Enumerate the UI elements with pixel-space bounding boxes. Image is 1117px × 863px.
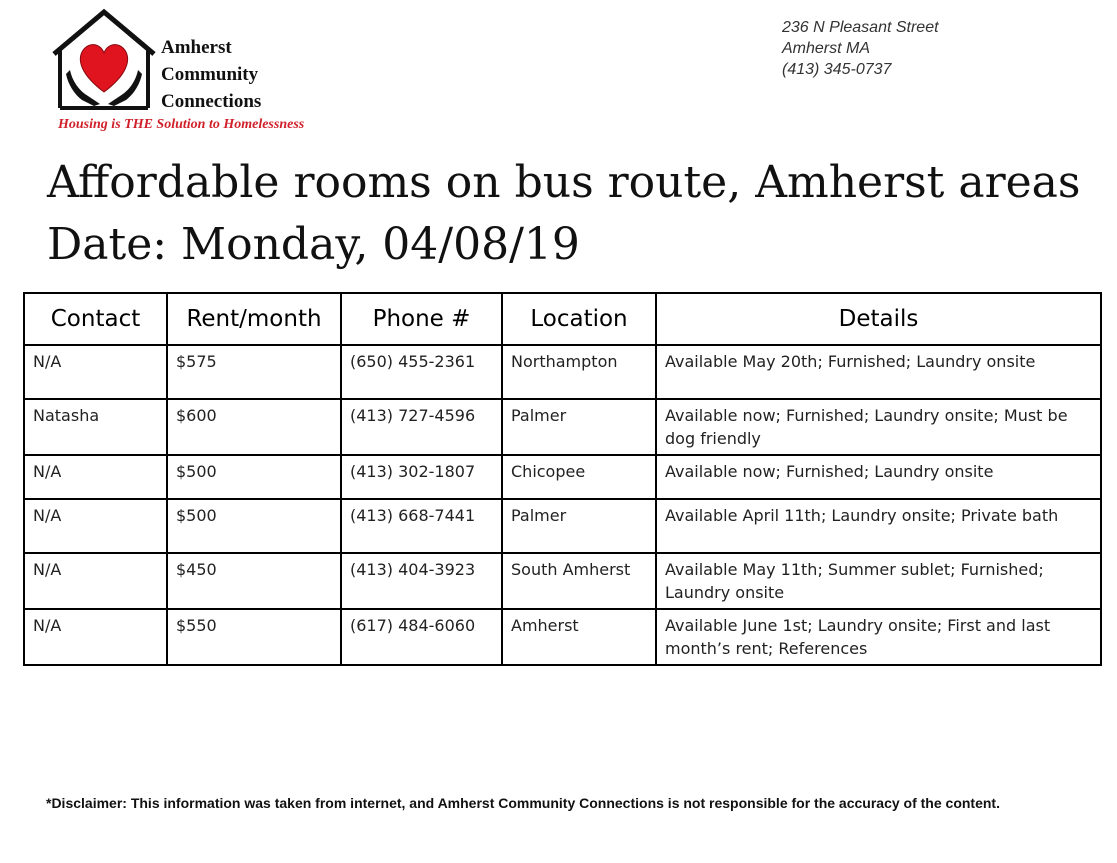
- org-name-line: Community: [161, 64, 259, 85]
- cell-location: Palmer: [502, 499, 656, 553]
- column-header-details: Details: [656, 293, 1101, 345]
- table-row: [24, 553, 1101, 609]
- address-street: 236 N Pleasant Street: [782, 19, 939, 36]
- cell-details: Available May 11th; Summer sublet; Furnished; Laundry onsite: [656, 553, 1101, 609]
- cell-rent: $500: [167, 455, 341, 499]
- cell-location: Palmer: [502, 399, 656, 455]
- org-name-line: Connections: [161, 91, 262, 112]
- cell-contact: Natasha: [24, 399, 167, 455]
- cell-rent: $500: [167, 499, 341, 553]
- organization-logo: [50, 8, 350, 138]
- table-row: [24, 345, 1101, 399]
- address-phone: (413) 345-0737: [782, 61, 892, 78]
- cell-contact: N/A: [24, 499, 167, 553]
- cell-contact: N/A: [24, 345, 167, 399]
- cell-phone: (413) 404-3923: [341, 553, 502, 609]
- cell-phone: (617) 484-6060: [341, 609, 502, 665]
- tagline: Housing is THE Solution to Homelessness: [58, 117, 305, 132]
- column-header-location: Location: [502, 293, 656, 345]
- cell-contact: N/A: [24, 609, 167, 665]
- title-line: Affordable rooms on bus route, Amherst areas: [47, 157, 1081, 208]
- cell-location: Amherst: [502, 609, 656, 665]
- column-header-contact: Contact: [24, 293, 167, 345]
- cell-phone: (413) 668-7441: [341, 499, 502, 553]
- column-header-rent: Rent/month: [167, 293, 341, 345]
- table-row: [24, 399, 1101, 455]
- cell-rent: $575: [167, 345, 341, 399]
- cell-details: Available now; Furnished; Laundry onsite; Must be dog friendly: [656, 399, 1101, 455]
- table-row: [24, 499, 1101, 553]
- cell-contact: N/A: [24, 455, 167, 499]
- table-row: [24, 609, 1101, 665]
- cell-rent: $450: [167, 553, 341, 609]
- cell-location: South Amherst: [502, 553, 656, 609]
- cell-details: Available now; Furnished; Laundry onsite: [656, 455, 1101, 499]
- organization-name: [161, 34, 261, 115]
- disclaimer: *Disclaimer: This information was taken from internet, and Amherst Community Connections is not responsible for the accuracy of the content.: [46, 795, 1000, 811]
- cell-rent: $550: [167, 609, 341, 665]
- house-heart-hands-icon: [50, 8, 160, 116]
- listings-table: [23, 292, 1102, 666]
- cell-rent: $600: [167, 399, 341, 455]
- cell-phone: (413) 727-4596: [341, 399, 502, 455]
- cell-location: Northampton: [502, 345, 656, 399]
- address-city: Amherst MA: [782, 40, 871, 57]
- cell-location: Chicopee: [502, 455, 656, 499]
- cell-phone: (650) 455-2361: [341, 345, 502, 399]
- address-block: [782, 17, 939, 80]
- cell-details: Available May 20th; Furnished; Laundry onsite: [656, 345, 1101, 399]
- column-header-phone: Phone #: [341, 293, 502, 345]
- cell-phone: (413) 302-1807: [341, 455, 502, 499]
- table-header-row: [24, 293, 1101, 345]
- page-title: [47, 152, 1080, 276]
- cell-details: Available June 1st; Laundry onsite; First and last month’s rent; References: [656, 609, 1101, 665]
- cell-contact: N/A: [24, 553, 167, 609]
- org-name-line: Amherst: [161, 37, 232, 58]
- cell-details: Available April 11th; Laundry onsite; Private bath: [656, 499, 1101, 553]
- table-row: [24, 455, 1101, 499]
- date-line: Date: Monday, 04/08/19: [47, 219, 580, 270]
